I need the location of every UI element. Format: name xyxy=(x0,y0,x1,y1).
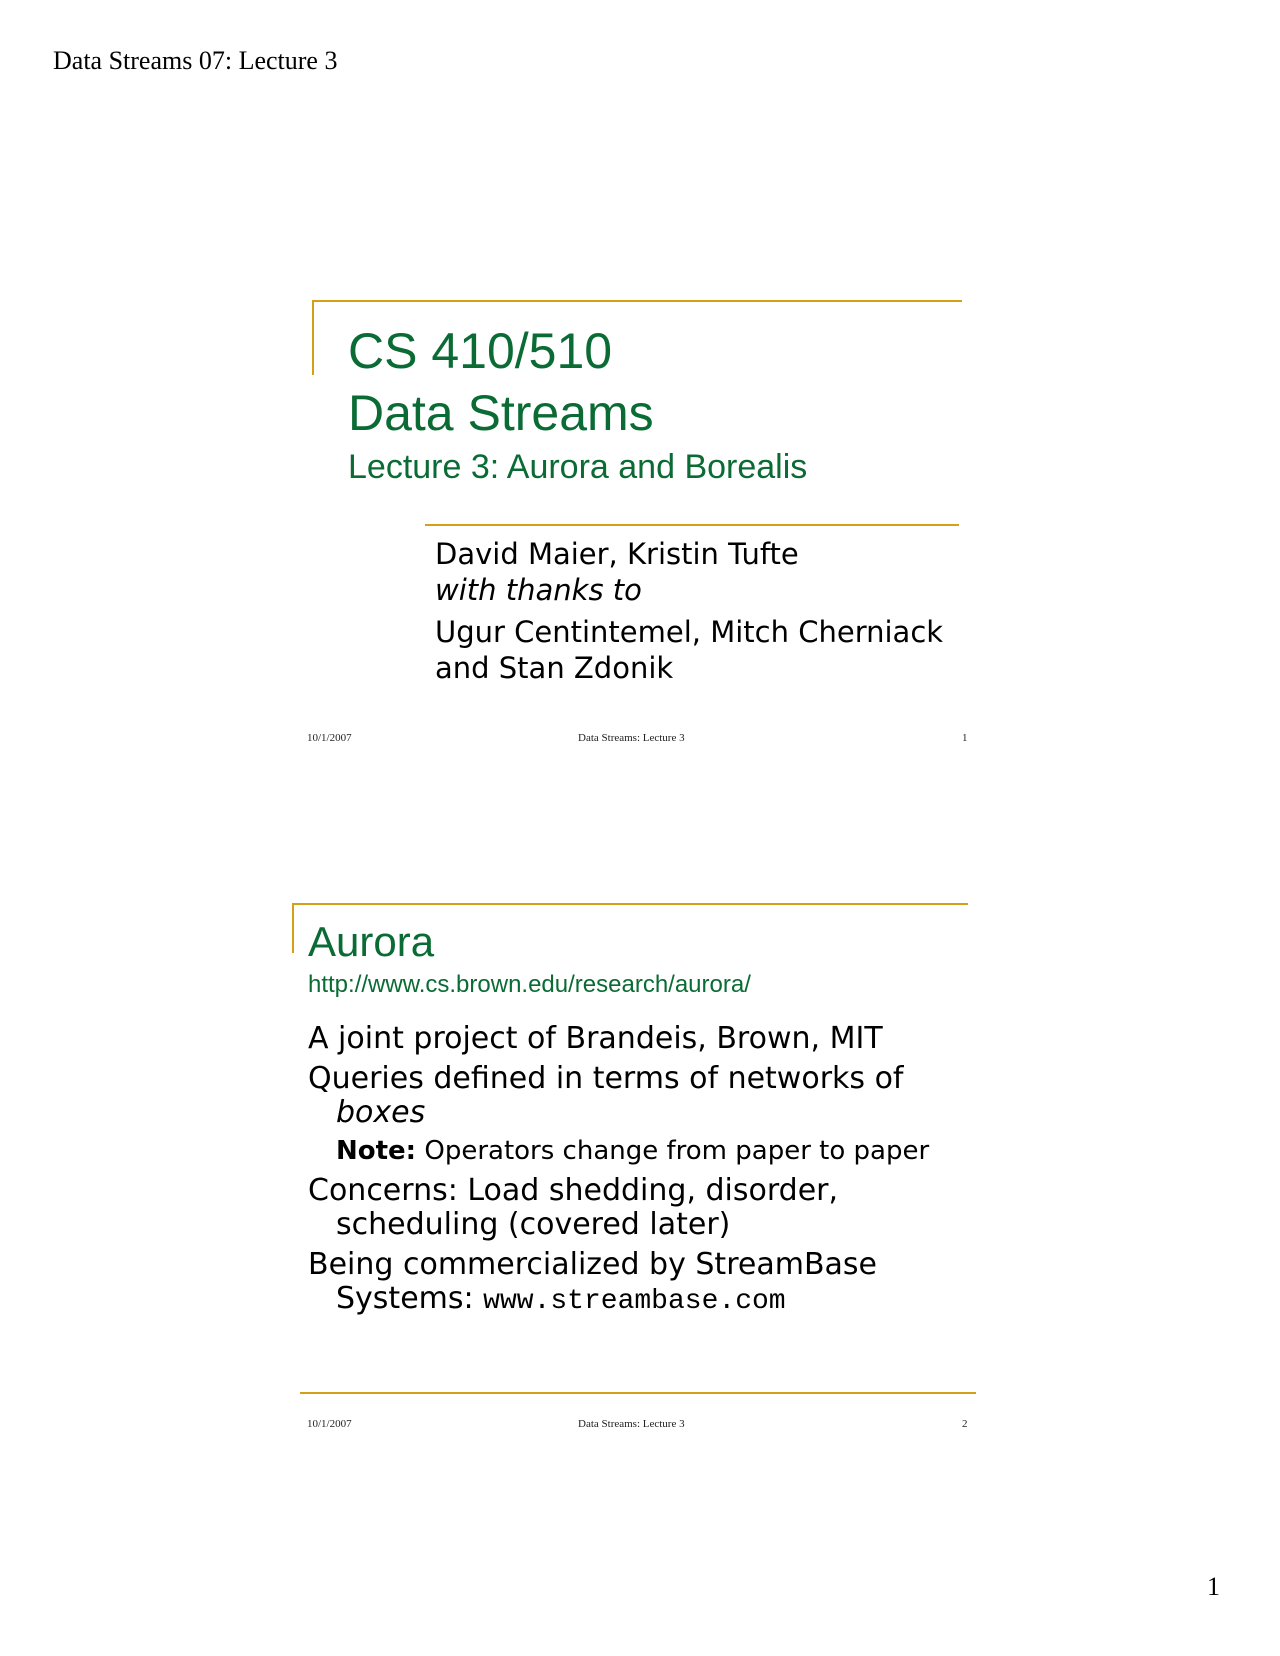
slide1-title-line2: Data Streams xyxy=(348,385,654,441)
slide1-top-rule xyxy=(312,300,962,302)
slide2-bullet2-line2: boxes xyxy=(336,1095,426,1130)
slide2-title: Aurora xyxy=(308,918,435,965)
slide1-title xyxy=(348,320,654,444)
slide1-footer-date: 10/1/2007 xyxy=(307,732,352,744)
slide1-thanks-line1: Ugur Centintemel, Mitch Cherniack xyxy=(435,615,944,649)
slide1-authors: David Maier, Kristin Tufte xyxy=(435,537,799,571)
slide2-bullet1: A joint project of Brandeis, Brown, MIT xyxy=(308,1021,883,1056)
slide1-left-rule xyxy=(312,300,314,375)
slide2-url[interactable]: http://www.cs.brown.edu/research/aurora/ xyxy=(308,971,751,998)
page-header: Data Streams 07: Lecture 3 xyxy=(53,46,338,75)
slide2-footer-center: Data Streams: Lecture 3 xyxy=(578,1418,685,1430)
slide2-streambase-url[interactable]: www.streambase.com xyxy=(483,1286,786,1317)
slide1-footer-number: 1 xyxy=(962,732,968,744)
slide2-bullet2-line1: Queries defined in terms of networks of xyxy=(308,1061,904,1096)
slide2-top-rule xyxy=(292,903,968,905)
slide2-bottom-rule xyxy=(300,1392,976,1394)
slide2-left-rule xyxy=(292,903,294,953)
slide1-thanks-line2: and Stan Zdonik xyxy=(435,651,674,685)
slide1-title-line1: CS 410/510 xyxy=(348,323,613,379)
slide2-bullet4-line1: Being commercialized by StreamBase xyxy=(308,1247,877,1282)
page-number: 1 xyxy=(1207,1572,1220,1601)
slide2-note-label: Note: xyxy=(336,1136,417,1166)
slide2-bullet3-line1: Concerns: Load shedding, disorder, xyxy=(308,1173,839,1208)
slide2-body xyxy=(308,1022,988,1319)
slide2-footer-number: 2 xyxy=(962,1418,968,1430)
slide1-footer-center: Data Streams: Lecture 3 xyxy=(578,732,685,744)
slide2-bullet3-line2: scheduling (covered later) xyxy=(336,1207,731,1242)
slide2-bullet4-line2 xyxy=(308,1282,988,1319)
slide2-note xyxy=(308,1134,988,1168)
slide1-mid-rule xyxy=(425,524,959,526)
slide1-thanks-label: with thanks to xyxy=(435,573,642,607)
slide2-bullet4-systems: Systems: xyxy=(336,1281,484,1316)
slide2-footer-date: 10/1/2007 xyxy=(307,1418,352,1430)
slide1-subtitle: Lecture 3: Aurora and Borealis xyxy=(348,448,808,486)
slide2-note-text: Operators change from paper to paper xyxy=(416,1136,930,1166)
slide1-authors-block xyxy=(435,536,943,686)
